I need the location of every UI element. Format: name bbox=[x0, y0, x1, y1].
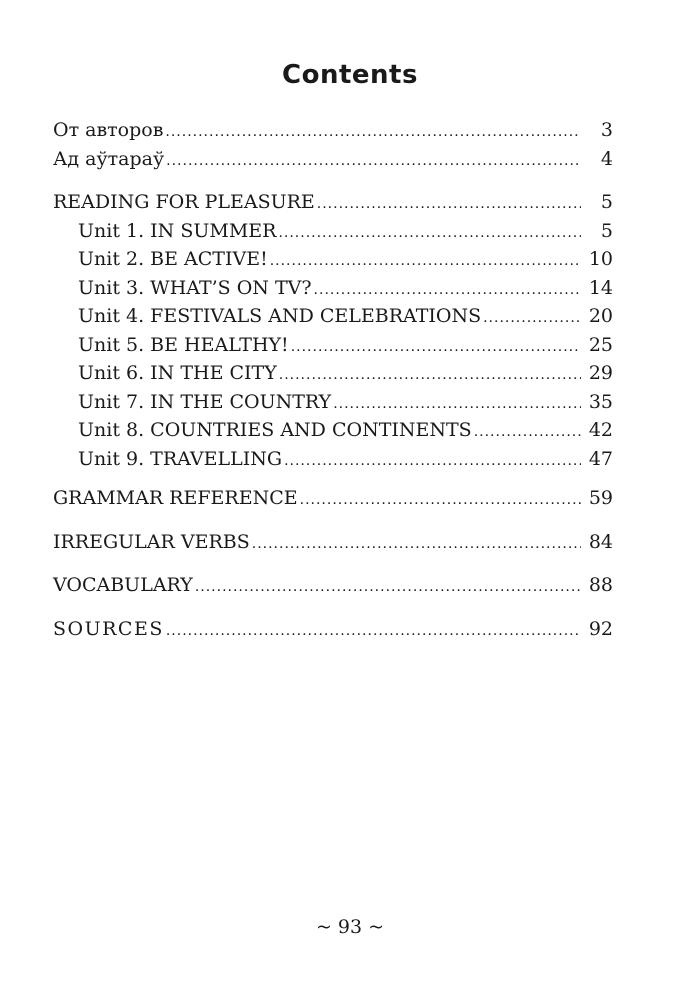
toc-entry-page: 25 bbox=[588, 333, 613, 356]
dot-leader bbox=[317, 191, 581, 218]
toc-entry-unit-7[interactable] bbox=[53, 389, 613, 418]
toc-entry-page: 92 bbox=[588, 617, 613, 640]
page-title: Contents bbox=[282, 60, 418, 90]
toc-entry-unit-3[interactable] bbox=[53, 275, 613, 304]
toc-entry-label: VOCABULARY bbox=[53, 574, 193, 596]
toc-entry-sources[interactable] bbox=[53, 616, 613, 645]
toc-entry-unit-2[interactable] bbox=[53, 246, 613, 275]
toc-entry-page: 47 bbox=[588, 447, 613, 470]
toc-entry-irregular-verbs[interactable] bbox=[53, 529, 613, 558]
toc-entry-label: Unit 9. TRAVELLING bbox=[78, 447, 283, 470]
toc-entry-authors-by[interactable] bbox=[53, 146, 613, 175]
toc-entry-label: GRAMMAR REFERENCE bbox=[53, 487, 298, 509]
dot-leader bbox=[252, 531, 581, 558]
toc-entry-reading-for-pleasure[interactable] bbox=[53, 189, 613, 218]
toc-entry-page: 88 bbox=[588, 574, 613, 596]
toc-entry-page: 29 bbox=[588, 362, 613, 384]
dot-leader bbox=[279, 362, 581, 389]
dot-leader bbox=[291, 334, 581, 361]
toc-entry-page: 59 bbox=[588, 487, 613, 509]
dot-leader bbox=[166, 618, 581, 645]
toc-entry-unit-1[interactable] bbox=[53, 218, 613, 247]
toc-entry-unit-4[interactable] bbox=[53, 303, 613, 332]
toc-entry-label: Unit 1. IN SUMMER bbox=[78, 219, 277, 242]
toc-entry-page: 5 bbox=[600, 191, 613, 213]
dot-leader bbox=[314, 277, 581, 304]
toc-entry-label: Unit 3. WHAT’S ON TV? bbox=[78, 276, 312, 299]
toc-entry-label: Ад аўтараў bbox=[53, 147, 165, 170]
dot-leader bbox=[333, 391, 581, 418]
toc-entry-label: Unit 7. IN THE COUNTRY bbox=[78, 390, 332, 413]
toc-entry-label: Unit 4. FESTIVALS AND CELEBRATIONS bbox=[78, 305, 482, 327]
toc-entry-label: SOURCES bbox=[53, 617, 164, 640]
toc-entry-page: 4 bbox=[600, 147, 613, 170]
toc-entry-label: Unit 6. IN THE CITY bbox=[78, 362, 277, 384]
toc-entry-vocabulary[interactable] bbox=[53, 572, 613, 601]
toc-entry-label: Unit 5. BE HEALTHY! bbox=[78, 333, 289, 356]
dot-leader bbox=[270, 248, 581, 275]
dot-leader bbox=[165, 119, 581, 146]
page-number: ~ 93 ~ bbox=[315, 916, 385, 938]
dot-leader bbox=[166, 148, 581, 175]
dot-leader bbox=[278, 220, 581, 247]
toc-entry-page: 10 bbox=[588, 248, 613, 270]
dot-leader bbox=[195, 574, 581, 601]
toc-entry-page: 20 bbox=[588, 305, 613, 327]
toc-entry-page: 3 bbox=[600, 119, 613, 141]
toc-entry-label: Unit 2. BE ACTIVE! bbox=[78, 248, 268, 270]
toc-entry-page: 35 bbox=[588, 390, 613, 413]
toc-entry-label: IRREGULAR VERBS bbox=[53, 530, 250, 553]
toc-entry-unit-8[interactable] bbox=[53, 417, 613, 446]
toc-entry-page: 84 bbox=[588, 530, 613, 553]
dot-leader bbox=[300, 487, 581, 514]
toc-entry-label: READING FOR PLEASURE bbox=[53, 191, 315, 213]
toc-entry-page: 42 bbox=[588, 419, 613, 441]
dot-leader bbox=[474, 419, 581, 446]
toc-entry-unit-9[interactable] bbox=[53, 446, 613, 475]
toc-entry-authors-ru[interactable] bbox=[53, 117, 613, 146]
toc-entry-unit-6[interactable] bbox=[53, 360, 613, 389]
toc-entry-page: 5 bbox=[600, 219, 613, 242]
toc-entry-grammar-reference[interactable] bbox=[53, 485, 613, 514]
toc-entry-label: От авторов bbox=[53, 119, 164, 141]
toc-entry-label: Unit 8. COUNTRIES AND CONTINENTS bbox=[78, 419, 472, 441]
toc-entry-unit-5[interactable] bbox=[53, 332, 613, 361]
toc-entry-page: 14 bbox=[588, 276, 613, 299]
dot-leader bbox=[483, 305, 581, 332]
table-of-contents bbox=[53, 117, 613, 644]
dot-leader bbox=[284, 448, 581, 475]
